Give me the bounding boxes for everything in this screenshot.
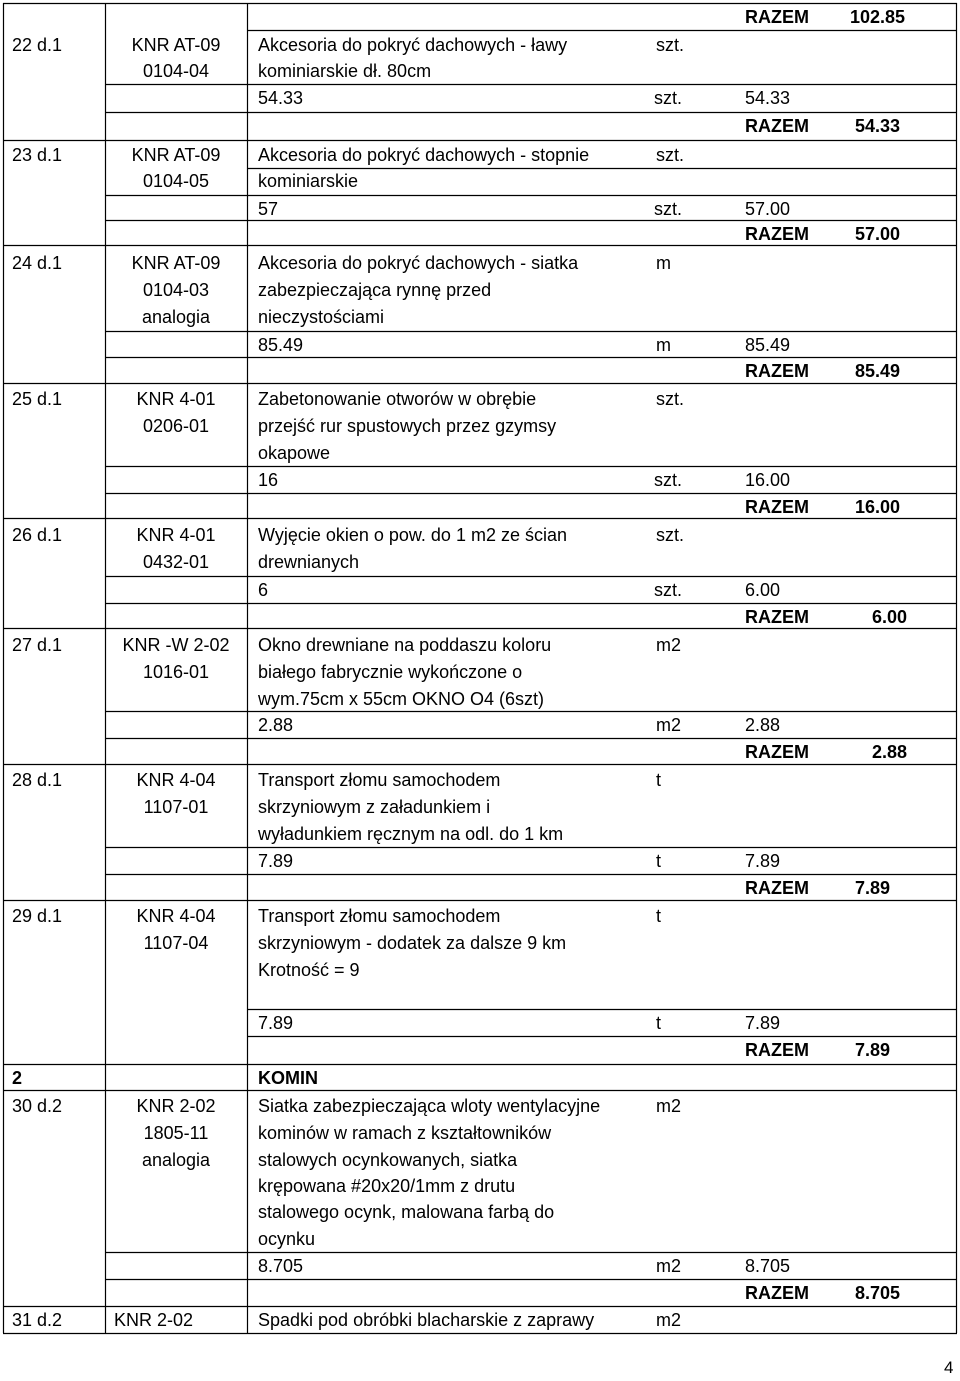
item-description: Transport złomu samochodem bbox=[258, 906, 501, 926]
razem-value: 6.00 bbox=[872, 607, 908, 627]
item-description: Akcesoria do pokryć dachowych - stopnie bbox=[258, 145, 590, 165]
norm-code: KNR 2-02 bbox=[114, 1310, 194, 1330]
razem-label: RAZEM bbox=[745, 878, 809, 898]
norm-code: KNR 4-01 bbox=[136, 525, 216, 545]
item-description: kominów w ramach z kształtowników bbox=[258, 1123, 552, 1143]
norm-code: 1805-11 bbox=[143, 1123, 209, 1143]
item-description: zabezpieczająca rynnę przed bbox=[258, 280, 492, 300]
item-unit: m bbox=[656, 253, 671, 273]
norm-code: 0104-04 bbox=[142, 61, 210, 81]
item-number: 24 d.1 bbox=[12, 253, 63, 273]
item-description: okapowe bbox=[258, 443, 331, 463]
quantity-unit: m2 bbox=[656, 715, 682, 735]
section-title: KOMIN bbox=[258, 1068, 318, 1088]
quantity-expression: 8.705 bbox=[258, 1256, 304, 1276]
quantity-expression: 2.88 bbox=[258, 715, 294, 735]
norm-code: 1016-01 bbox=[142, 662, 210, 682]
razem-label: RAZEM bbox=[745, 224, 809, 244]
quantity-value: 85.49 bbox=[745, 335, 791, 355]
norm-code: KNR AT-09 bbox=[131, 145, 221, 165]
razem-label: RAZEM bbox=[745, 1283, 809, 1303]
norm-code: KNR 4-01 bbox=[136, 389, 216, 409]
item-number: 29 d.1 bbox=[12, 906, 63, 926]
item-unit: szt. bbox=[656, 35, 685, 55]
item-description: stalowych ocynkowanych, siatka bbox=[258, 1150, 518, 1170]
norm-code: KNR AT-09 bbox=[131, 253, 221, 273]
item-description: Krotność = 9 bbox=[258, 960, 360, 980]
item-description: Akcesoria do pokryć dachowych - siatka bbox=[258, 253, 579, 273]
item-description: białego fabrycznie wykończone o bbox=[258, 662, 523, 682]
quantity-unit: t bbox=[656, 851, 662, 871]
norm-code: 1107-04 bbox=[143, 933, 209, 953]
item-description: Spadki pod obróbki blacharskie z zaprawy bbox=[258, 1310, 595, 1330]
item-description: kominiarskie dł. 80cm bbox=[258, 61, 432, 81]
quantity-value: 16.00 bbox=[745, 470, 791, 490]
quantity-value: 7.89 bbox=[745, 851, 781, 871]
item-description: Siatka zabezpieczająca wloty wentylacyjne bbox=[258, 1096, 601, 1116]
item-number: 26 d.1 bbox=[12, 525, 63, 545]
item-unit: m2 bbox=[656, 1310, 682, 1330]
razem-value: 16.00 bbox=[855, 497, 901, 517]
quantity-value: 2.88 bbox=[745, 715, 781, 735]
quantity-expression: 6 bbox=[258, 580, 269, 600]
item-description: Zabetonowanie otworów w obrębie bbox=[258, 389, 537, 409]
norm-code: KNR -W 2-02 bbox=[122, 635, 230, 655]
norm-code: 1107-01 bbox=[143, 797, 209, 817]
quantity-unit: m bbox=[656, 335, 671, 355]
quantity-unit: m2 bbox=[656, 1256, 682, 1276]
norm-code: KNR AT-09 bbox=[131, 35, 221, 55]
item-description: skrzyniowym - dodatek za dalsze 9 km bbox=[258, 933, 567, 953]
item-description: kominiarskie bbox=[258, 171, 359, 191]
quantity-unit: szt. bbox=[654, 88, 683, 108]
item-unit: m2 bbox=[656, 635, 682, 655]
item-number: 31 d.2 bbox=[12, 1310, 63, 1330]
quantity-unit: szt. bbox=[654, 470, 683, 490]
razem-value: 57.00 bbox=[855, 224, 901, 244]
quantity-value: 7.89 bbox=[745, 1013, 781, 1033]
razem-value: 7.89 bbox=[855, 878, 891, 898]
item-description: Okno drewniane na poddaszu koloru bbox=[258, 635, 552, 655]
item-number: 27 d.1 bbox=[12, 635, 63, 655]
item-description: stalowego ocynk, malowana farbą do bbox=[258, 1202, 555, 1222]
item-description: Transport złomu samochodem bbox=[258, 770, 501, 790]
quantity-unit: szt. bbox=[654, 580, 683, 600]
item-description: Akcesoria do pokryć dachowych - ławy bbox=[258, 35, 568, 55]
norm-code: 0104-05 bbox=[142, 171, 210, 191]
quantity-expression: 54.33 bbox=[258, 88, 304, 108]
quantity-value: 6.00 bbox=[745, 580, 781, 600]
razem-value: 8.705 bbox=[855, 1283, 901, 1303]
item-description: nieczystościami bbox=[258, 307, 385, 327]
quantity-expression: 57 bbox=[258, 199, 279, 219]
section-number: 2 bbox=[12, 1068, 23, 1088]
razem-label: RAZEM bbox=[745, 742, 809, 762]
quantity-value: 54.33 bbox=[745, 88, 791, 108]
razem-label: RAZEM bbox=[745, 607, 809, 627]
razem-label: RAZEM bbox=[745, 7, 809, 27]
item-number: 23 d.1 bbox=[12, 145, 63, 165]
razem-value: 85.49 bbox=[855, 361, 901, 381]
item-description: Wyjęcie okien o pow. do 1 m2 ze ścian bbox=[258, 525, 567, 545]
razem-label: RAZEM bbox=[745, 1040, 809, 1060]
quantity-value: 8.705 bbox=[745, 1256, 791, 1276]
item-unit: t bbox=[656, 906, 662, 926]
norm-code: analogia bbox=[141, 1150, 211, 1170]
quantity-expression: 16 bbox=[258, 470, 279, 490]
item-unit: t bbox=[656, 770, 662, 790]
razem-label: RAZEM bbox=[745, 497, 809, 517]
norm-code: analogia bbox=[141, 307, 211, 327]
quantity-expression: 7.89 bbox=[258, 1013, 294, 1033]
item-unit: szt. bbox=[656, 525, 685, 545]
norm-code: 0432-01 bbox=[142, 552, 210, 572]
item-number: 22 d.1 bbox=[12, 35, 63, 55]
item-description: przejść rur spustowych przez gzymsy bbox=[258, 416, 557, 436]
item-description: wyładunkiem ręcznym na odl. do 1 km bbox=[258, 824, 564, 844]
quantity-expression: 85.49 bbox=[258, 335, 304, 355]
razem-label: RAZEM bbox=[745, 361, 809, 381]
quantity-unit: t bbox=[656, 1013, 662, 1033]
item-description: wym.75cm x 55cm OKNO O4 (6szt) bbox=[258, 689, 545, 709]
page-number: 4 bbox=[944, 1358, 954, 1377]
norm-code: 0104-03 bbox=[142, 280, 210, 300]
quantity-unit: szt. bbox=[654, 199, 683, 219]
item-description: krępowana #20x20/1mm z drutu bbox=[258, 1176, 516, 1196]
norm-code: KNR 2-02 bbox=[136, 1096, 216, 1116]
item-unit: m2 bbox=[656, 1096, 682, 1116]
razem-value: 54.33 bbox=[855, 116, 901, 136]
item-description: ocynku bbox=[258, 1229, 316, 1249]
norm-code: KNR 4-04 bbox=[136, 906, 216, 926]
item-description: drewnianych bbox=[258, 552, 360, 572]
quantity-expression: 7.89 bbox=[258, 851, 294, 871]
razem-value: 7.89 bbox=[855, 1040, 891, 1060]
item-description: skrzyniowym z załadunkiem i bbox=[258, 797, 491, 817]
razem-value: 102.85 bbox=[850, 7, 906, 27]
item-number: 30 d.2 bbox=[12, 1096, 63, 1116]
quantity-value: 57.00 bbox=[745, 199, 791, 219]
razem-label: RAZEM bbox=[745, 116, 809, 136]
item-unit: szt. bbox=[656, 145, 685, 165]
item-number: 28 d.1 bbox=[12, 770, 63, 790]
item-number: 25 d.1 bbox=[12, 389, 63, 409]
norm-code: KNR 4-04 bbox=[136, 770, 216, 790]
item-unit: szt. bbox=[656, 389, 685, 409]
norm-code: 0206-01 bbox=[142, 416, 210, 436]
razem-value: 2.88 bbox=[872, 742, 908, 762]
